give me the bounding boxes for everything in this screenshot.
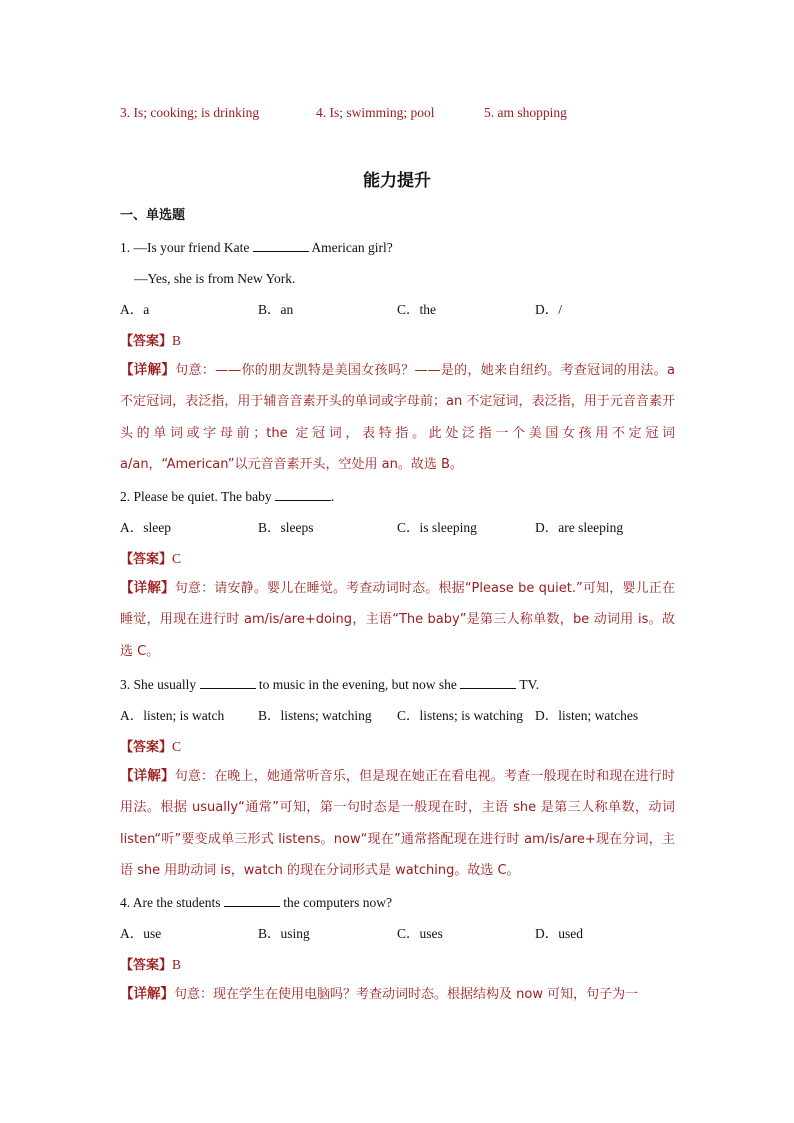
option-b: B．listens; watching (258, 708, 372, 723)
option-b: B．using (258, 926, 310, 941)
question-2-stem: 2. Please be quiet. The baby . (120, 489, 335, 504)
question-3-explanation: 【详解】句意：在晚上，她通常听音乐，但是现在她正在看电视。考查一般现在时和现在进行时用法。根据 usually“通常”可知，第一句时态是一般现在时，主语 she 是第三人称单数，动词 listen“听”要变成单三形式 listens。now“现在”通常搭配现在进行时 am/is/are+现在分词，主语 she 用助动词 is，watch 的现在分词形式是 watching。故选 C。 (120, 768, 675, 878)
answer-blank (275, 488, 331, 501)
option-c: C．is sleeping (397, 520, 477, 535)
question-2-options (120, 518, 680, 538)
option-c: C．listens; is watching (397, 708, 523, 723)
answer-blank (460, 676, 516, 689)
question-4-stem: 4. Are the students the computers now? (120, 895, 392, 910)
prev-answer-5: 5. am shopping (484, 105, 567, 120)
option-d: D．listen; watches (535, 708, 639, 723)
option-a: A．a (120, 302, 150, 317)
question-1-answer: 【答案】B (120, 333, 182, 349)
option-a: A．listen; is watch (120, 708, 225, 723)
option-d: D．are sleeping (535, 520, 624, 535)
option-b: B．an (258, 302, 294, 317)
question-4-explanation: 【详解】句意：现在学生在使用电脑吗？考查动词时态。根据结构及 now 可知，句子为一 (120, 986, 639, 1002)
question-2-explanation: 【详解】句意：请安静。婴儿在睡觉。考查动词时态。根据“Please be quiet.”可知，婴儿正在睡觉，用现在进行时 am/is/are+doing，主语“The baby”是第三人称单数，be 动词用 is。故选 C。 (120, 580, 675, 659)
prev-answer-3: 3. Is; cooking; is drinking (120, 105, 260, 120)
subsection-heading: 一、单选题 (120, 208, 186, 223)
question-3-stem: 3. She usually to music in the evening, but now she TV. (120, 677, 539, 692)
question-4-answer: 【答案】B (120, 957, 182, 973)
option-d: D．used (535, 926, 583, 941)
question-3-answer: 【答案】C (120, 739, 182, 755)
question-1-explanation: 【详解】句意：——你的朋友凯特是美国女孩吗？——是的，她来自纽约。考查冠词的用法。a 不定冠词，表泛指，用于辅音音素开头的单词或字母前；an 不定冠词，表泛指，用于元音音素开头的单词或字母前；the 定冠词，表特指。此处泛指一个美国女孩用不定冠词 a/an，“American”以元音音素开头，空处用 an。故选 B。 (120, 362, 675, 472)
question-1-stem-2: —Yes, she is from New York. (134, 271, 296, 286)
question-3-options (120, 706, 680, 726)
section-title: 能力提升 (363, 171, 431, 191)
answer-blank (200, 676, 256, 689)
option-c: C．uses (397, 926, 443, 941)
question-2-answer: 【答案】C (120, 551, 182, 567)
question-1-stem: 1. —Is your friend Kate American girl? (120, 240, 393, 255)
answer-blank (224, 894, 280, 907)
option-d: D．/ (535, 302, 562, 317)
question-4-options (120, 924, 680, 944)
previous-answers-row (120, 103, 680, 123)
option-a: A．use (120, 926, 162, 941)
prev-answer-4: 4. Is; swimming; pool (316, 105, 435, 120)
question-1-options (120, 300, 680, 320)
answer-blank (253, 239, 309, 252)
option-a: A．sleep (120, 520, 171, 535)
option-b: B．sleeps (258, 520, 314, 535)
option-c: C．the (397, 302, 436, 317)
